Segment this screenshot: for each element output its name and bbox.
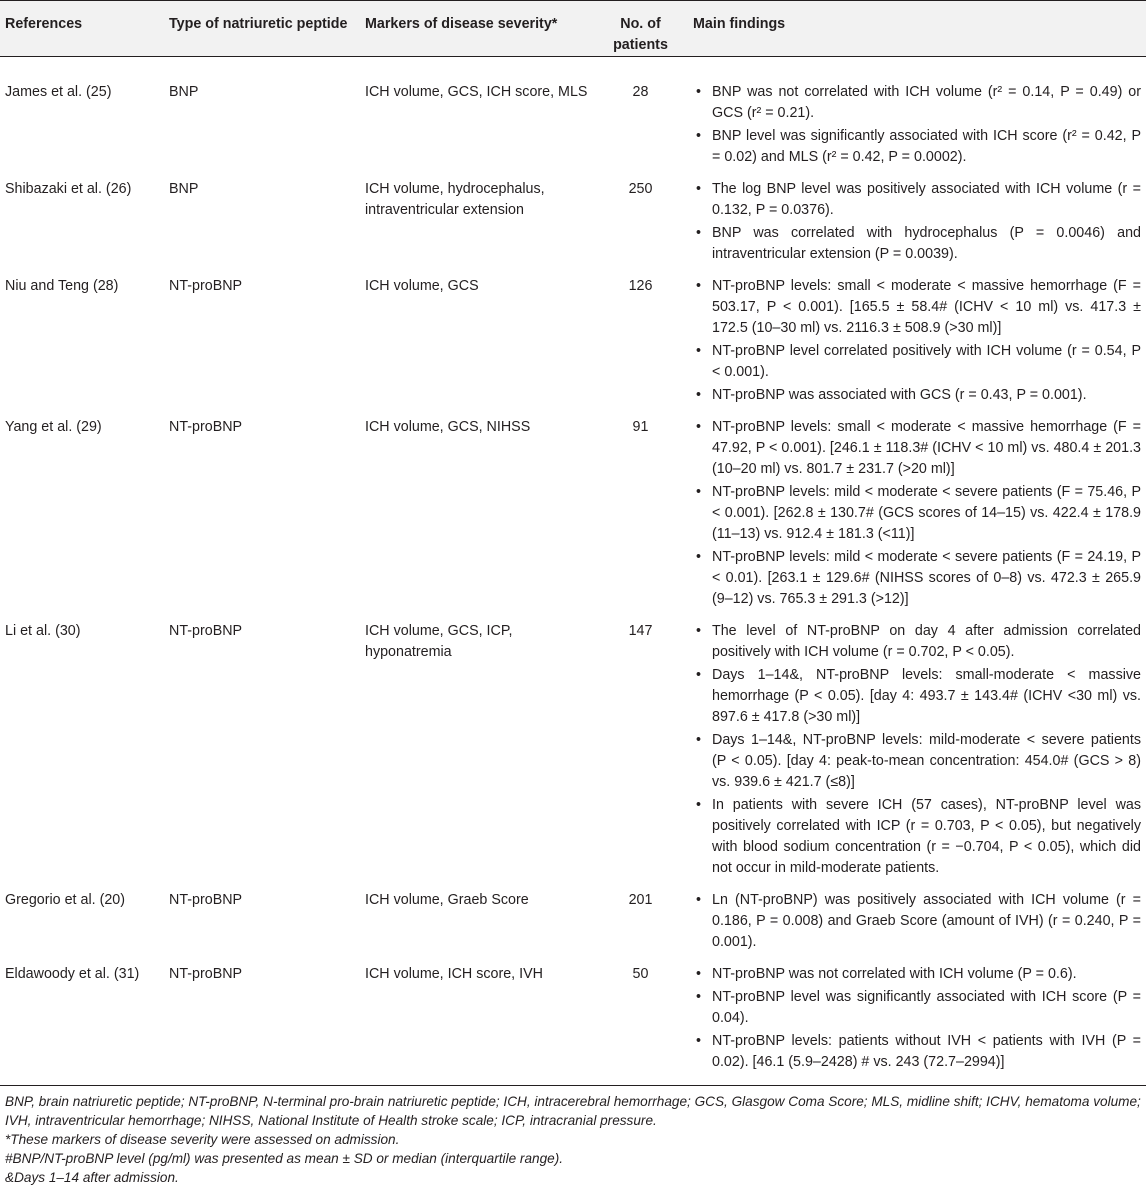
table-row — [0, 267, 1146, 408]
peptide-cell: BNP — [164, 57, 360, 171]
patients-cell: 201 — [593, 881, 688, 955]
markers-cell: ICH volume, GCS, ICH score, MLS — [360, 57, 593, 171]
findings-list — [693, 276, 1141, 406]
finding-item: • NT-proBNP level was significantly associated with ICH score (P = 0.04). — [693, 987, 1141, 1029]
table-body — [0, 57, 1146, 1086]
finding-item: • In patients with severe ICH (57 cases), NT-proBNP level was positively correlated with ICP (r = 0.703, P < 0.05), but negatively with blood sodium concentration (r = −0.704, P < 0.05), which did not occur in mild-moderate patients. — [693, 795, 1141, 879]
findings-list — [693, 179, 1141, 265]
patients-cell: 91 — [593, 408, 688, 612]
findings-cell — [688, 408, 1146, 612]
findings-list — [693, 82, 1141, 168]
table-row — [0, 57, 1146, 171]
findings-list — [693, 964, 1141, 1073]
header-patients: No. of patients — [593, 1, 688, 57]
header-peptide-type: Type of natriuretic peptide — [164, 1, 360, 57]
reference-cell: Yang et al. (29) — [0, 408, 164, 612]
reference-cell: Niu and Teng (28) — [0, 267, 164, 408]
peptide-cell: NT-proBNP — [164, 881, 360, 955]
finding-item: • The level of NT-proBNP on day 4 after admission correlated positively with ICH volume (r = 0.702, P < 0.05). — [693, 621, 1141, 663]
reference-cell: Li et al. (30) — [0, 612, 164, 881]
patients-cell: 50 — [593, 955, 688, 1086]
peptide-cell: NT-proBNP — [164, 955, 360, 1086]
footnotes — [0, 1086, 1146, 1187]
findings-cell — [688, 267, 1146, 408]
header-main-findings: Main findings — [688, 1, 1146, 57]
finding-item: • Days 1–14&, NT-proBNP levels: mild-moderate < severe patients (P < 0.05). [day 4: peak-to-mean concentration: 454.0# (GCS > 8) vs. 939.6 ± 421.7 (≤8)] — [693, 730, 1141, 793]
finding-item: • NT-proBNP levels: small < moderate < massive hemorrhage (F = 47.92, P < 0.001). [246.1 ± 118.3# (ICHV < 10 ml) vs. 480.4 ± 201.3 (10–20 ml) vs. 801.7 ± 231.7 (>20 ml)] — [693, 417, 1141, 480]
markers-cell: ICH volume, GCS, ICP, hyponatremia — [360, 612, 593, 881]
finding-item: • NT-proBNP levels: mild < moderate < severe patients (F = 24.19, P < 0.01). [263.1 ± 129.6# (NIHSS scores of 0–8) vs. 472.3 ± 265.9 (9–12) vs. 765.3 ± 291.3 (>12)] — [693, 547, 1141, 610]
finding-item: • NT-proBNP levels: patients without IVH < patients with IVH (P = 0.02). [46.1 (5.9–2428) # vs. 243 (72.7–2994)] — [693, 1031, 1141, 1073]
findings-cell — [688, 170, 1146, 267]
table-row — [0, 881, 1146, 955]
table-row — [0, 612, 1146, 881]
peptide-cell: NT-proBNP — [164, 612, 360, 881]
markers-cell: ICH volume, Graeb Score — [360, 881, 593, 955]
findings-cell — [688, 57, 1146, 171]
reference-cell: Shibazaki et al. (26) — [0, 170, 164, 267]
finding-item: • Ln (NT-proBNP) was positively associated with ICH volume (r = 0.186, P = 0.008) and Graeb Score (amount of IVH) (r = 0.240, P = 0.001). — [693, 890, 1141, 953]
finding-item: • BNP was correlated with hydrocephalus (P = 0.0046) and intraventricular extension (P = 0.0039). — [693, 223, 1141, 265]
peptide-cell: NT-proBNP — [164, 267, 360, 408]
findings-cell — [688, 955, 1146, 1086]
findings-list — [693, 417, 1141, 610]
markers-cell: ICH volume, hydrocephalus, intraventricular extension — [360, 170, 593, 267]
table-row — [0, 170, 1146, 267]
finding-item: • Days 1–14&, NT-proBNP levels: small-moderate < massive hemorrhage (P < 0.05). [day 4: 493.7 ± 143.4# (ICHV <30 ml) vs. 897.6 ± 417.8 (>30 ml)] — [693, 665, 1141, 728]
finding-item: • NT-proBNP level correlated positively with ICH volume (r = 0.54, P < 0.001). — [693, 341, 1141, 383]
patients-cell: 147 — [593, 612, 688, 881]
findings-cell — [688, 612, 1146, 881]
footnote-abbreviations: BNP, brain natriuretic peptide; NT-proBNP, N-terminal pro-brain natriuretic peptide; ICH, intracerebral hemorrhage; GCS, Glasgow Coma Score; MLS, midline shift; ICHV, hematoma volume; IVH, intraventricular hemorrhage; NIHSS, National Institute of Health stroke scale; ICP, intracranial pressure. — [5, 1092, 1141, 1130]
finding-item: • The log BNP level was positively associated with ICH volume (r = 0.132, P = 0.0376). — [693, 179, 1141, 221]
patients-cell: 250 — [593, 170, 688, 267]
patients-cell: 126 — [593, 267, 688, 408]
markers-cell: ICH volume, ICH score, IVH — [360, 955, 593, 1086]
markers-cell: ICH volume, GCS, NIHSS — [360, 408, 593, 612]
footnote-asterisk: *These markers of disease severity were assessed on admission. — [5, 1130, 1141, 1149]
finding-item: • NT-proBNP was associated with GCS (r = 0.43, P = 0.001). — [693, 385, 1141, 406]
findings-list — [693, 890, 1141, 953]
finding-item: • BNP was not correlated with ICH volume (r² = 0.14, P = 0.49) or GCS (r² = 0.21). — [693, 82, 1141, 124]
patients-cell: 28 — [593, 57, 688, 171]
markers-cell: ICH volume, GCS — [360, 267, 593, 408]
finding-item: • NT-proBNP was not correlated with ICH volume (P = 0.6). — [693, 964, 1141, 985]
footnote-hash: #BNP/NT-proBNP level (pg/ml) was presented as mean ± SD or median (interquartile range). — [5, 1149, 1141, 1168]
peptide-cell: NT-proBNP — [164, 408, 360, 612]
table-row — [0, 408, 1146, 612]
reference-cell: Eldawoody et al. (31) — [0, 955, 164, 1086]
findings-list — [693, 621, 1141, 879]
footnote-ampersand: &Days 1–14 after admission. — [5, 1168, 1141, 1187]
reference-cell: Gregorio et al. (20) — [0, 881, 164, 955]
finding-item: • NT-proBNP levels: mild < moderate < severe patients (F = 75.46, P < 0.001). [262.8 ± 130.7# (GCS scores of 14–15) vs. 422.4 ± 178.9 (11–13) vs. 912.4 ± 181.3 (<11)] — [693, 482, 1141, 545]
peptide-cell: BNP — [164, 170, 360, 267]
table-row — [0, 955, 1146, 1086]
header-references: References — [0, 1, 164, 57]
findings-cell — [688, 881, 1146, 955]
header-markers: Markers of disease severity* — [360, 1, 593, 57]
header-row — [0, 1, 1146, 57]
reference-cell: James et al. (25) — [0, 57, 164, 171]
finding-item: • NT-proBNP levels: small < moderate < massive hemorrhage (F = 503.17, P < 0.001). [165.5 ± 58.4# (ICHV < 10 ml) vs. 417.3 ± 172.5 (10–30 ml) vs. 2116.3 ± 508.9 (>30 ml)] — [693, 276, 1141, 339]
finding-item: • BNP level was significantly associated with ICH score (r² = 0.42, P = 0.02) and MLS (r² = 0.42, P = 0.0002). — [693, 126, 1141, 168]
